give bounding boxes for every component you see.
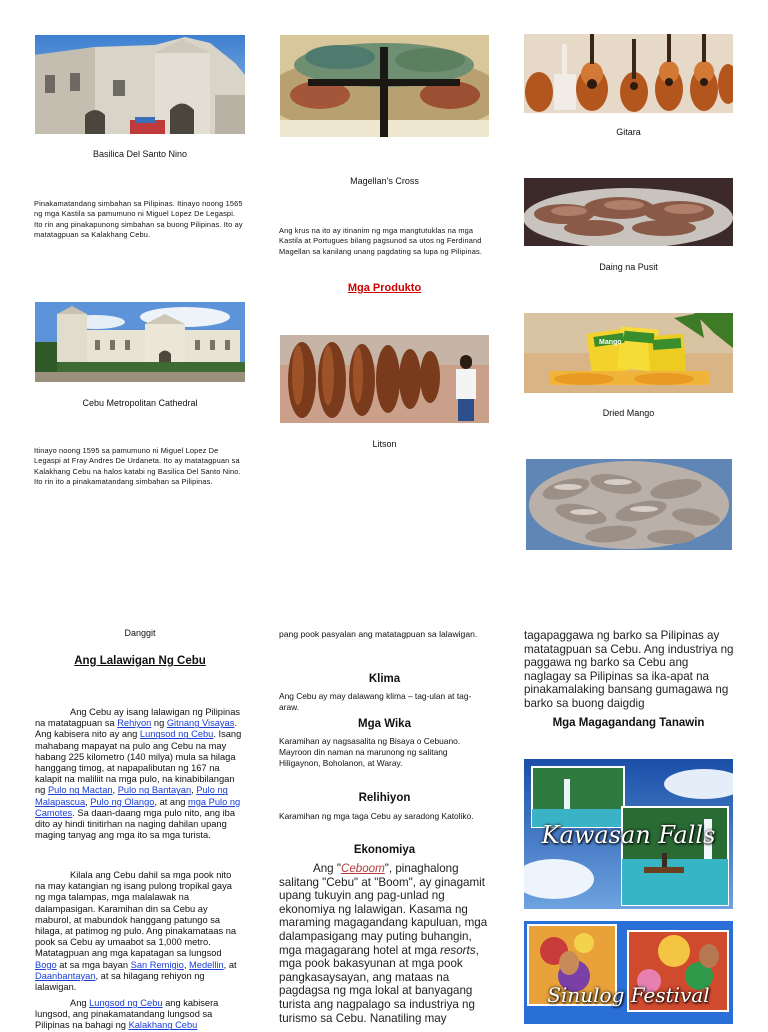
basilica-description: Pinakamatandang simbahan sa Pilipinas. Itinayo noong 1565 ng mga Kastila sa pamumuno ni Miguel Lopez De Legaspi. Ito rin ang pinakapunong simbahan sa buong Pilipinas. Ito ay matatagpuan sa Kalakhang Cebu. [34, 199, 243, 239]
link-ceboom[interactable]: Ceboom [340, 862, 385, 875]
intro-text-3: . Ang kabisera nito ay ang [35, 718, 237, 740]
sinulog-festival-image [524, 921, 733, 1024]
intro-text-9: . Sa daan-daang mga pulo nito, ang iba dito ay hindi tinitirhan na naging dahilan upang maging tanyag ang mga ito sa mga turista. [35, 807, 236, 841]
relihiyon-text: Karamihan ng mga taga Cebu ay saradong Katoliko. [279, 811, 474, 821]
magellans-cross-photo [280, 35, 489, 137]
link-gitnang-visayas[interactable]: Gitnang Visayas [166, 718, 235, 729]
sinulog-festival-title: Sinulog Festival [547, 983, 710, 1007]
link-bogo[interactable]: Bogo [35, 959, 57, 970]
kawasan-falls-title: Kawasan Falls [541, 821, 716, 849]
link-daanbantayan[interactable]: Daanbantayan [35, 970, 96, 981]
wika-text: Karamihan ay nagsasalita ng Bisaya o Cebuano. Mayroon din naman na marunong ng salitang Hiligaynon, Boholanon, at Waray. [279, 736, 461, 768]
litson-caption: Litson [372, 439, 397, 449]
mga-produkto-heading[interactable]: Mga Produkto [347, 282, 422, 294]
eko-text-2: ", pinaghalong salitang "Cebu" at "Boom", ay ginagamit upang tukuyin ang pag-unlad ng ekonomiya ng lalawigan. Kasama ng maraming magagandang kapuluan, mga dalampasigang may puting buhangin, mga magagarang hotel at mga [279, 862, 488, 957]
intro-text-5: , [112, 785, 118, 796]
link-san-remigio[interactable]: San Remigio [130, 959, 184, 970]
geo-text-3: , [183, 959, 190, 970]
intro-text-4: . Isang mahabang mapayat na pulo ang Cebu na may habang 225 kilometro (140 milya) mula sa hilaga hanggang timog, at napapalibutan ng 167 na kalapit na maliliit na mga pulo, na kinabibilangan ng [35, 729, 242, 796]
intro-paragraph [35, 707, 243, 841]
magellans-cross-description: Ang krus na ito ay itinanim ng mga mangtutuklas na mga Kastila at Portugues bilang pagsunod sa utos ng Ferdinand Magellan sa kanilang unang pagdating sa lupa ng Pilipinas. [279, 226, 483, 256]
danggit-photo [526, 459, 732, 550]
cebu-province-heading: Ang Lalawigan Ng Cebu [74, 655, 206, 667]
geo-text-2: at sa mga bayan [56, 959, 131, 970]
pasyalan-text: pang pook pasyalan ang matatagpuan sa lalawigan. [279, 629, 478, 639]
link-pulo-ng-bantayan[interactable]: Pulo ng Bantayan [117, 785, 192, 796]
magellans-cross-caption: Magellan's Cross [350, 176, 419, 186]
link-pulo-ng-olango[interactable]: Pulo ng Olango [90, 796, 155, 807]
basilica-photo [35, 35, 245, 134]
link-mga-pulo-ng-camotes[interactable]: mga Pulo ng Camotes [35, 796, 241, 818]
mga-magagandang-tanawin-heading: Mga Magagandang Tanawin [552, 717, 705, 729]
intro-text-7: , [85, 796, 91, 807]
kawasan-falls-image [524, 759, 733, 909]
link-pulo-ng-mactan[interactable]: Pulo ng Mactan [47, 785, 113, 796]
cathedral-photo [35, 302, 245, 382]
dried-mango-photo [524, 313, 733, 393]
danggit-caption: Danggit [124, 628, 156, 638]
geo-text-5: , at sa hilagang rehiyon ng lalawigan. [35, 970, 205, 993]
capital-paragraph [35, 998, 243, 1032]
intro-text-8: , at ang [154, 796, 189, 807]
intro-text-2: ng [151, 718, 167, 729]
intro-text-1: Ang Cebu ay isang lalawigan ng Pilipinas na matatagpuan sa [35, 707, 241, 729]
cathedral-caption: Cebu Metropolitan Cathedral [82, 398, 198, 408]
litson-photo [280, 335, 489, 423]
eko-resorts: resorts [440, 943, 476, 957]
eko-text-1: Ang " [313, 862, 341, 875]
wika-heading: Mga Wika [358, 718, 411, 730]
eko-text-3: , mga pook bakasyunan at mga pook pangkasaysayan, ang mataas na pagdagsa ng mga lokal at banyagang turista ang nagpalago sa industriya ng turismo sa Cebu. Nanatiling may [279, 943, 479, 1025]
geography-paragraph [35, 870, 243, 993]
klima-heading: Klima [368, 673, 401, 685]
ekonomiya-paragraph [279, 862, 491, 1025]
cathedral-description: Itinayo noong 1595 sa pamumuno ni Miguel Lopez De Legaspi at Fray Andres De Urdaneta. Ito ay matatagpuan sa Kalakhang Cebu na halos katabi ng Basilica Del Santo Nino. Ito rin ito a pinakamatandang simbahan sa Pilipinas. [34, 446, 241, 486]
link-lungsod-ng-cebu[interactable]: Lungsod ng Cebu [139, 729, 214, 740]
geo-text-1: Kilala ang Cebu dahil sa mga pook nito na may katangian ng isang pulong tropikal gaya ng mga talampas, mga malalawak na dalampasigan. Karamihan din sa Cebu ay maburol, at mabundok hanggang patungo sa hilaga, at patimog ng pulo. Ang pinakamataas na pook sa Cebu ay umaabot sa 1,000 metro. Matatagpuan ang mga kapatagan sa lungsod [35, 870, 237, 959]
intro-text-6: , [191, 785, 197, 796]
klima-text: Ang Cebu ay may dalawang klima – tag-ulan at tag-araw. [279, 691, 472, 712]
dried-mango-caption: Dried Mango [602, 408, 655, 418]
link-medellin[interactable]: Medellin [189, 959, 224, 970]
basilica-caption: Basilica Del Santo Nino [92, 149, 188, 159]
shipbuilding-paragraph: tagapaggawa ng barko sa Pilipinas ay matatagpuan sa Cebu. Ang industriya ng paggawa ng barko sa Cebu ang naglagay sa Pilipinas sa ika-apat na pinakamalaking bansang gumagawa ng barko sa buong daigdig [524, 629, 734, 710]
link-pulo-ng-malapascua[interactable]: Pulo ng Malapascua [35, 785, 228, 807]
capital-text-2: ang kabisera lungsod, ang pinakamatandang lungsod sa Pilipinas na bahagi ng [35, 998, 219, 1031]
capital-text-1: Ang [70, 998, 90, 1008]
relihiyon-heading: Relihiyon [358, 792, 411, 804]
mango-pack-label: Mango [599, 339, 622, 346]
gitara-caption: Gitara [616, 127, 641, 137]
daing-na-pusit-photo [524, 178, 733, 246]
gitara-photo [524, 34, 733, 113]
link-lungsod-ng-cebu-2[interactable]: Lungsod ng Cebu [89, 998, 163, 1008]
link-rehiyon[interactable]: Rehiyon [117, 718, 152, 729]
ekonomiya-heading: Ekonomiya [353, 844, 416, 856]
daing-na-pusit-caption: Daing na Pusit [599, 262, 658, 272]
geo-text-4: , at [223, 959, 237, 970]
link-kalakhang-cebu[interactable]: Kalakhang Cebu [128, 1020, 198, 1031]
